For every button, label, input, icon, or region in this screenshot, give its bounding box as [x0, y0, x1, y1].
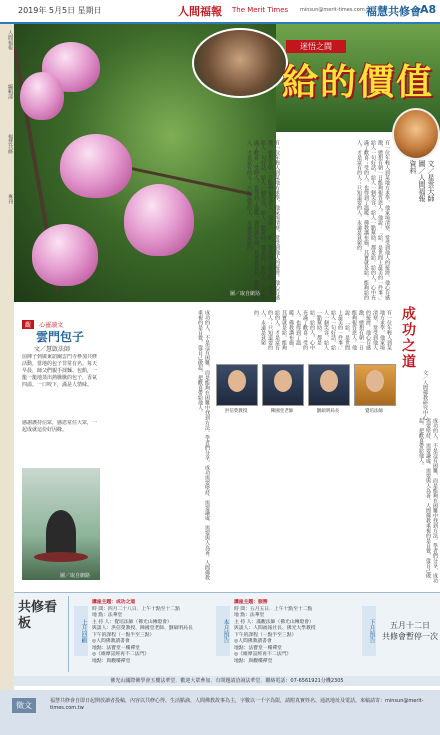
divider [68, 596, 69, 672]
next-session [380, 620, 440, 642]
board-afternoon-place: 地點：與觀樓禪堂 [92, 658, 131, 664]
board-afternoon-item: ◎《維摩詰經再不二法門》 [234, 652, 291, 657]
author-portrait [392, 108, 440, 160]
feature-body-text: 有一位年輕人到某地方求學，他家境清寒，常受到他人的接濟。他心存感激，總想有朝一日能夠報答恩人。他說：「給，是世間上最美的一件事。」給人一句好話，給人一個笑容，給人一點幫助，都是給。給的人，心中充滿了歡喜；受的人，也得到了溫暖。佛教講布施，其實就是給。能夠給的人，才是富有的人；只知道要的人，永遠是貧窮的。 [356, 140, 390, 300]
speaker-face [228, 370, 246, 392]
board-host: 主 持 人：覺培法師（佛光山傳燈會） [92, 619, 172, 625]
invite-text: 福慧共修會自即日起開放讀者投稿，內容以共修心得、生活點滴、人間佛教故事為主，字數以一千字為限，請附真實姓名、通訊地址及電話。來稿請寄：minsun@merit-times.com.tw [50, 698, 424, 711]
board-column-2 [234, 600, 358, 665]
cloud-tag: 觀 [22, 320, 34, 329]
speaker-face [320, 370, 338, 392]
board-speakers: 與談人：人間福報社長、佛光大學教授 [234, 626, 316, 631]
magnolia-flower [60, 134, 132, 198]
invite-label: 徵文 [12, 698, 36, 713]
board-afternoon-place: 地點：法寶堂一樓禪堂 [234, 645, 282, 651]
next-note: 共修會暫停一次 [382, 632, 438, 641]
board-afternoon-item: ◎人間佛教讀書會 [234, 639, 272, 644]
board-host: 主 持 人：滿觀法師（佛光山傳燈會） [234, 619, 314, 625]
board-speakers: 與談人：洪信榮教授、陳國堂老師、劉碩明局長 [92, 626, 193, 631]
photo-credit: 圖／取自網路 [230, 291, 261, 297]
board-afternoon-place: 地點：與觀樓禪堂 [234, 658, 273, 664]
page-header [0, 0, 440, 24]
board-afternoon-label: 下午的課程（一點半至三點） [92, 632, 155, 638]
issue-date: 2019年 5月5日 星期日 [18, 6, 102, 15]
board-column-1 [92, 600, 212, 665]
article-body-text: 成功的人，不是沒有困難，而是能夠在困難中找到方法。學者們分享，成功需要堅持、需要謙虛、需要與人為善。人間佛教重視的是自覺，從自己做起，把歡喜帶給他人。 [197, 310, 210, 580]
magnolia-flower [32, 224, 98, 286]
left-index-strip [0, 24, 14, 714]
cloud-body-text: 前陣子到廣東韶關雲門寺參加共修活動，當地的包子非常有名。每天早晨，師父們親手揉麵、包餡，一籠一籠地蒸出熱騰騰的包子，香氣四溢。一口咬下，滿是人情味。 [22, 354, 98, 388]
board-title: 共修看板 [18, 600, 58, 631]
hands-photo [192, 28, 288, 98]
column-subtitle: 迷悟之間 [286, 40, 346, 53]
speaker-face [274, 370, 292, 392]
success-title: 成功之道 [400, 306, 416, 370]
strip-label: 專刊 [7, 194, 13, 204]
page-number: A8 [420, 3, 437, 16]
cloud-tag-label: 心靈讀文 [39, 322, 64, 329]
strip-label: 編輯部 [7, 84, 13, 99]
speaker-face [366, 370, 384, 392]
board-topic: 講座主題：成功之道 [92, 600, 136, 605]
speaker-photo [308, 364, 350, 406]
strip-label: 人間福報 [7, 30, 13, 50]
feature-body-text: 有一位年輕人到某地方求學，他家境清寒，常受到他人的接濟。他心存感激，總想有朝一日能夠報答恩人。他說：「給，是世間上最美的一件事。」給人一句好話，給人一個笑容，給人一點幫助，都是給。給的人，心中充滿了歡喜；受的人，也得到了溫暖。佛教講布施，其實就是給。能夠給的人，才是富有的人；只知道要的人，永遠是貧窮的。 [246, 140, 280, 300]
success-body-text: 成功的人，不是沒有困難，而是能夠在困難中找到方法。學者們分享，成功需要堅持、需要謙虛、需要與人為善。人間佛教重視的是自覺，從自己做起，把歡喜帶給他人。 [418, 418, 438, 583]
call-for-submissions [0, 690, 440, 735]
board-label-this-month: 本月預告 [216, 606, 230, 656]
cloud-author: 文／慧啟法師 [34, 346, 71, 353]
board-place: 地 點：法華堂 [234, 613, 265, 618]
newspaper-logo-en: The Merit Times [232, 6, 289, 14]
newspaper-logo: 人間福報 [178, 5, 222, 18]
board-afternoon-label: 下午的課程（一點半至三點） [234, 632, 297, 638]
board-afternoon-item: ◎《維摩詰經再不二法門》 [92, 652, 149, 657]
board-afternoon-place: 地點：法寶堂一樓禪堂 [92, 645, 140, 651]
contact-email: minsun@merit-times.com.tw [300, 7, 373, 13]
speaker-caption: 洪信榮教授 [224, 409, 248, 414]
speaker-photo [216, 364, 258, 406]
success-byline: 文／人間佛教研究中心 [422, 370, 428, 420]
speaker-caption: 劉碩明局長 [316, 409, 340, 414]
board-label-next-month: 下月預告 [362, 606, 376, 656]
cloud-body-text-2: 感謝護持信眾，感恩常住大眾，一起成就這份好因緣。 [22, 420, 98, 433]
board-afternoon-item: ◎人間佛教讀書會 [92, 639, 130, 644]
photo-credit: 圖／取自網路 [60, 573, 91, 579]
speaker-caption: 覺培法師 [365, 409, 383, 414]
article-body-text: 有一位年輕人到某地方求學，他家境清寒，常受到他人的接濟。他心存感激，總想有朝一日能夠報答恩人。他說：「給，是世間上最美的一件事。」給人一句好話，給人一個笑容，給人一點幫助，都是給。給的人，心中充滿了歡喜；受的人，也得到了溫暖。佛教講布施，其實就是給。能夠給的人，才是富有的人；只知道要的人，永遠是貧窮的。 [253, 310, 392, 350]
board-topic: 講座主題：服務 [234, 600, 268, 605]
board-time: 時 間：五月五日．上午十點至十二點 [234, 606, 313, 612]
magnolia-flower [124, 184, 194, 256]
magnolia-flower [20, 72, 64, 120]
cloud-section-header [22, 312, 92, 329]
speaker-photo [262, 364, 304, 406]
meditating-figure [46, 510, 76, 556]
section-title: 福慧共修會 [366, 5, 421, 18]
meditation-cushion [34, 552, 88, 562]
strip-label: 福慧共修 [7, 134, 13, 154]
board-label-review: 上月回顧 [74, 606, 88, 656]
feature-byline: 文／星雲大師 圖／人間福報資料 [409, 160, 435, 202]
board-time: 時 間：四月二十八日．上午十點至十二點 [92, 606, 180, 612]
feature-title: 給的價值 [282, 62, 435, 103]
board-footer: 佛光山國際佛學會五樓法華堂．歡迎大眾參加．有問題請洽詢法華堂．聯絡電話：07-6561921分機2305 [14, 676, 440, 686]
speaker-photo [354, 364, 396, 406]
speaker-caption: 陳國堂老師 [270, 409, 294, 414]
board-place: 地 點：法華堂 [92, 613, 123, 618]
next-date: 五月十二日 [390, 621, 430, 630]
cloud-title: 雲門包子 [36, 330, 85, 344]
